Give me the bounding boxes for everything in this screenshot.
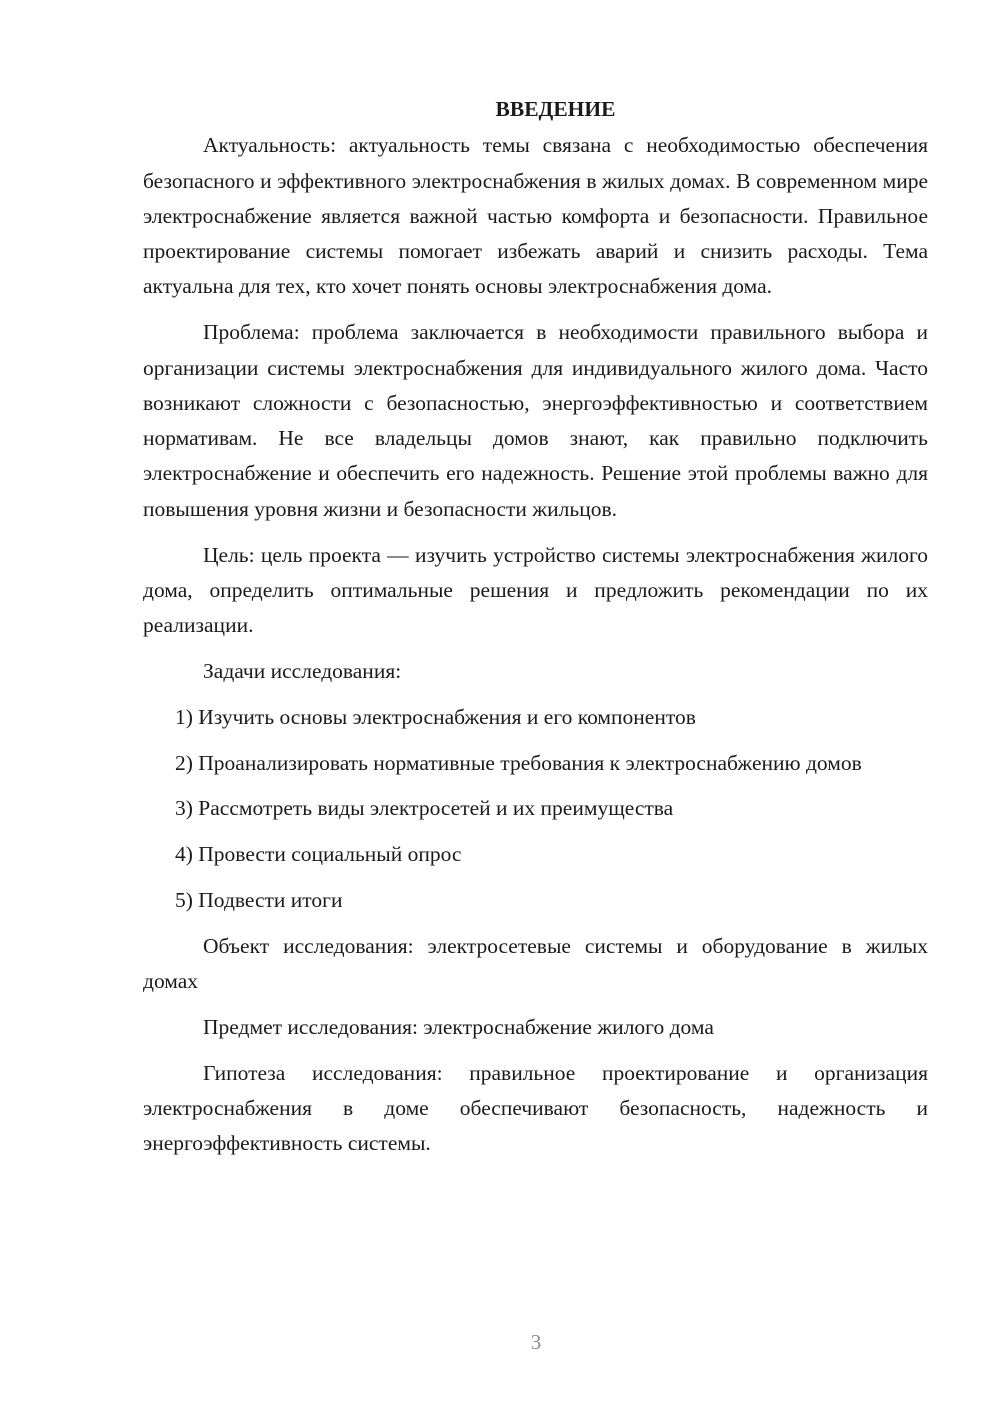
paragraph-object: Объект исследования: электросетевые системы и оборудование в жилых домах — [143, 933, 928, 994]
task-item-5: 5) Подвести итоги — [175, 887, 343, 912]
task-item-1: 1) Изучить основы электроснабжения и его компонентов — [175, 704, 696, 729]
paragraph-hypothesis: Гипотеза исследования: правильное проектирование и организация электроснабжения в доме обеспечивают безопасность, надежность и энергоэффективность системы. — [143, 1060, 928, 1156]
task-item-3: 3) Рассмотреть виды электросетей и их преимущества — [175, 796, 674, 821]
tasks-heading: Задачи исследования: — [203, 658, 402, 683]
task-item-2: 2) Проанализировать нормативные требования к электроснабжению домов — [175, 750, 862, 775]
paragraph-goal: Цель: цель проекта — изучить устройство системы электроснабжения жилого дома, определить оптимальные решения и предложить рекомендации по их реализации. — [143, 542, 928, 638]
paragraph-subject: Предмет исследования: электроснабжение жилого дома — [203, 1014, 714, 1039]
document-page — [143, 92, 928, 1172]
task-item-4: 4) Провести социальный опрос — [175, 842, 462, 867]
paragraph-relevance: Актуальность: актуальность темы связана с необходимостью обеспечения безопасного и эффективного электроснабжения в жилых домах. В современном мире электроснабжение является важной частью комфорта и безопасности. Правильное проектирование системы помогает избежать аварий и снизить расходы. Тема актуальна для тех, кто хочет понять основы электроснабжения дома. — [143, 133, 928, 299]
page-title: ВВЕДЕНИЕ — [495, 97, 616, 121]
paragraph-problem: Проблема: проблема заключается в необходимости правильного выбора и организации системы электроснабжения для индивидуального жилого дома. Часто возникают сложности с безопасностью, энергоэффективностью и соответствием нормативам. Не все владельцы домов знают, как правильно подключить электроснабжение и обеспечить его надежность. Решение этой проблемы важно для повышения уровня жизни и безопасности жильцов. — [143, 320, 928, 521]
page-number: 3 — [530, 1330, 542, 1354]
